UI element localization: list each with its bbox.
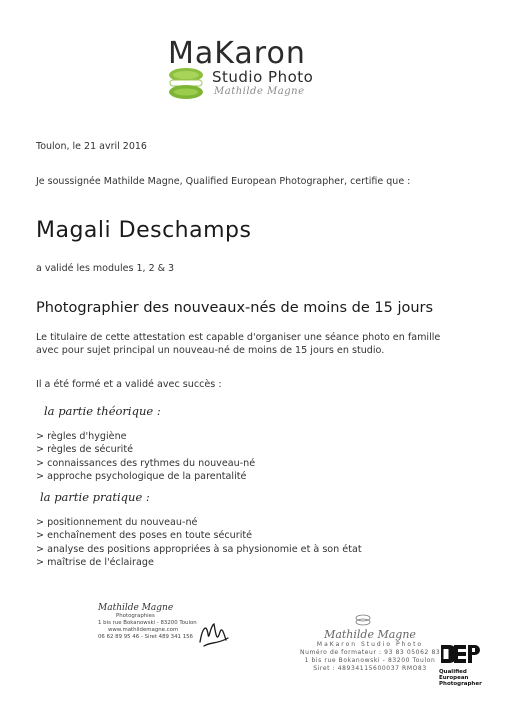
recipient-name: Magali Deschamps	[36, 218, 252, 243]
stamp-signature: Mathilde Magne	[324, 628, 416, 641]
course-title: Photographier des nouveaux-nés de moins de 15 jours	[36, 300, 434, 316]
logo-subtitle: Studio Photo	[212, 68, 314, 86]
practice-title: la partie pratique :	[40, 490, 150, 504]
list-item: > règles d'hygiène	[36, 431, 127, 442]
qep-caption: Photographer	[439, 681, 482, 687]
theory-title: la partie théorique :	[44, 404, 161, 418]
stamp-line: 06 62 89 95 46 - Siret 489 341 156	[98, 634, 193, 640]
stamp-line: Numéro de formateur : 93 83 05062 83	[300, 649, 441, 656]
list-item: > connaissances des rythmes du nouveau-né	[36, 457, 256, 469]
theory-list	[36, 430, 255, 484]
stamp-line: www.mathildemagne.com	[108, 627, 179, 633]
description-line-1: Le titulaire de cette attestation est capable d'organiser une séance photo en famille	[36, 332, 441, 343]
description-line-2: avec pour sujet principal un nouveau-né de moins de 15 jours en studio.	[36, 345, 385, 356]
place-date: Toulon, le 21 avril 2016	[36, 141, 147, 152]
macaron-logo-icon	[166, 66, 206, 102]
list-item: > règles de sécurité	[36, 444, 134, 456]
list-item: > enchaînement des poses en toute sécurité	[36, 530, 253, 542]
qep-logo-icon	[439, 643, 481, 665]
qep-badge	[439, 643, 499, 687]
practice-list	[36, 516, 362, 570]
trained-line: Il a été formé et a validé avec succès :	[36, 379, 222, 390]
list-item: > analyse des positions appropriées à sa physionomie et à son état	[36, 543, 362, 555]
stamp-line: Siret : 48934115600037 RMO83	[313, 665, 427, 672]
right-stamp	[300, 628, 440, 673]
list-item: > positionnement du nouveau-né	[36, 517, 198, 528]
stamp-line: 1 bis rue Bokanowski - 83200 Toulon	[304, 657, 436, 664]
stamp-line: 1 bis rue Bokanowski - 83200 Toulon	[98, 620, 197, 626]
stamp-name: Mathilde Magne	[98, 603, 174, 613]
validated-modules: a validé les modules 1, 2 & 3	[36, 263, 175, 274]
handwritten-signature	[196, 612, 232, 652]
logo-signature: Mathilde Magne	[214, 86, 305, 97]
logo-title: MaKaron	[168, 36, 306, 71]
stamp-line: Photographies	[116, 613, 155, 619]
list-item: > approche psychologique de la parentalité	[36, 471, 247, 483]
qep-caption: European	[439, 675, 469, 681]
stamp-brand: MaKaron Studio Photo	[316, 641, 424, 648]
certify-line: Je soussignée Mathilde Magne, Qualified European Photographer, certifie que :	[36, 176, 411, 187]
small-logo-icon	[354, 614, 372, 626]
qep-caption: Qualified	[439, 669, 467, 675]
list-item: > maîtrise de l'éclairage	[36, 557, 154, 569]
